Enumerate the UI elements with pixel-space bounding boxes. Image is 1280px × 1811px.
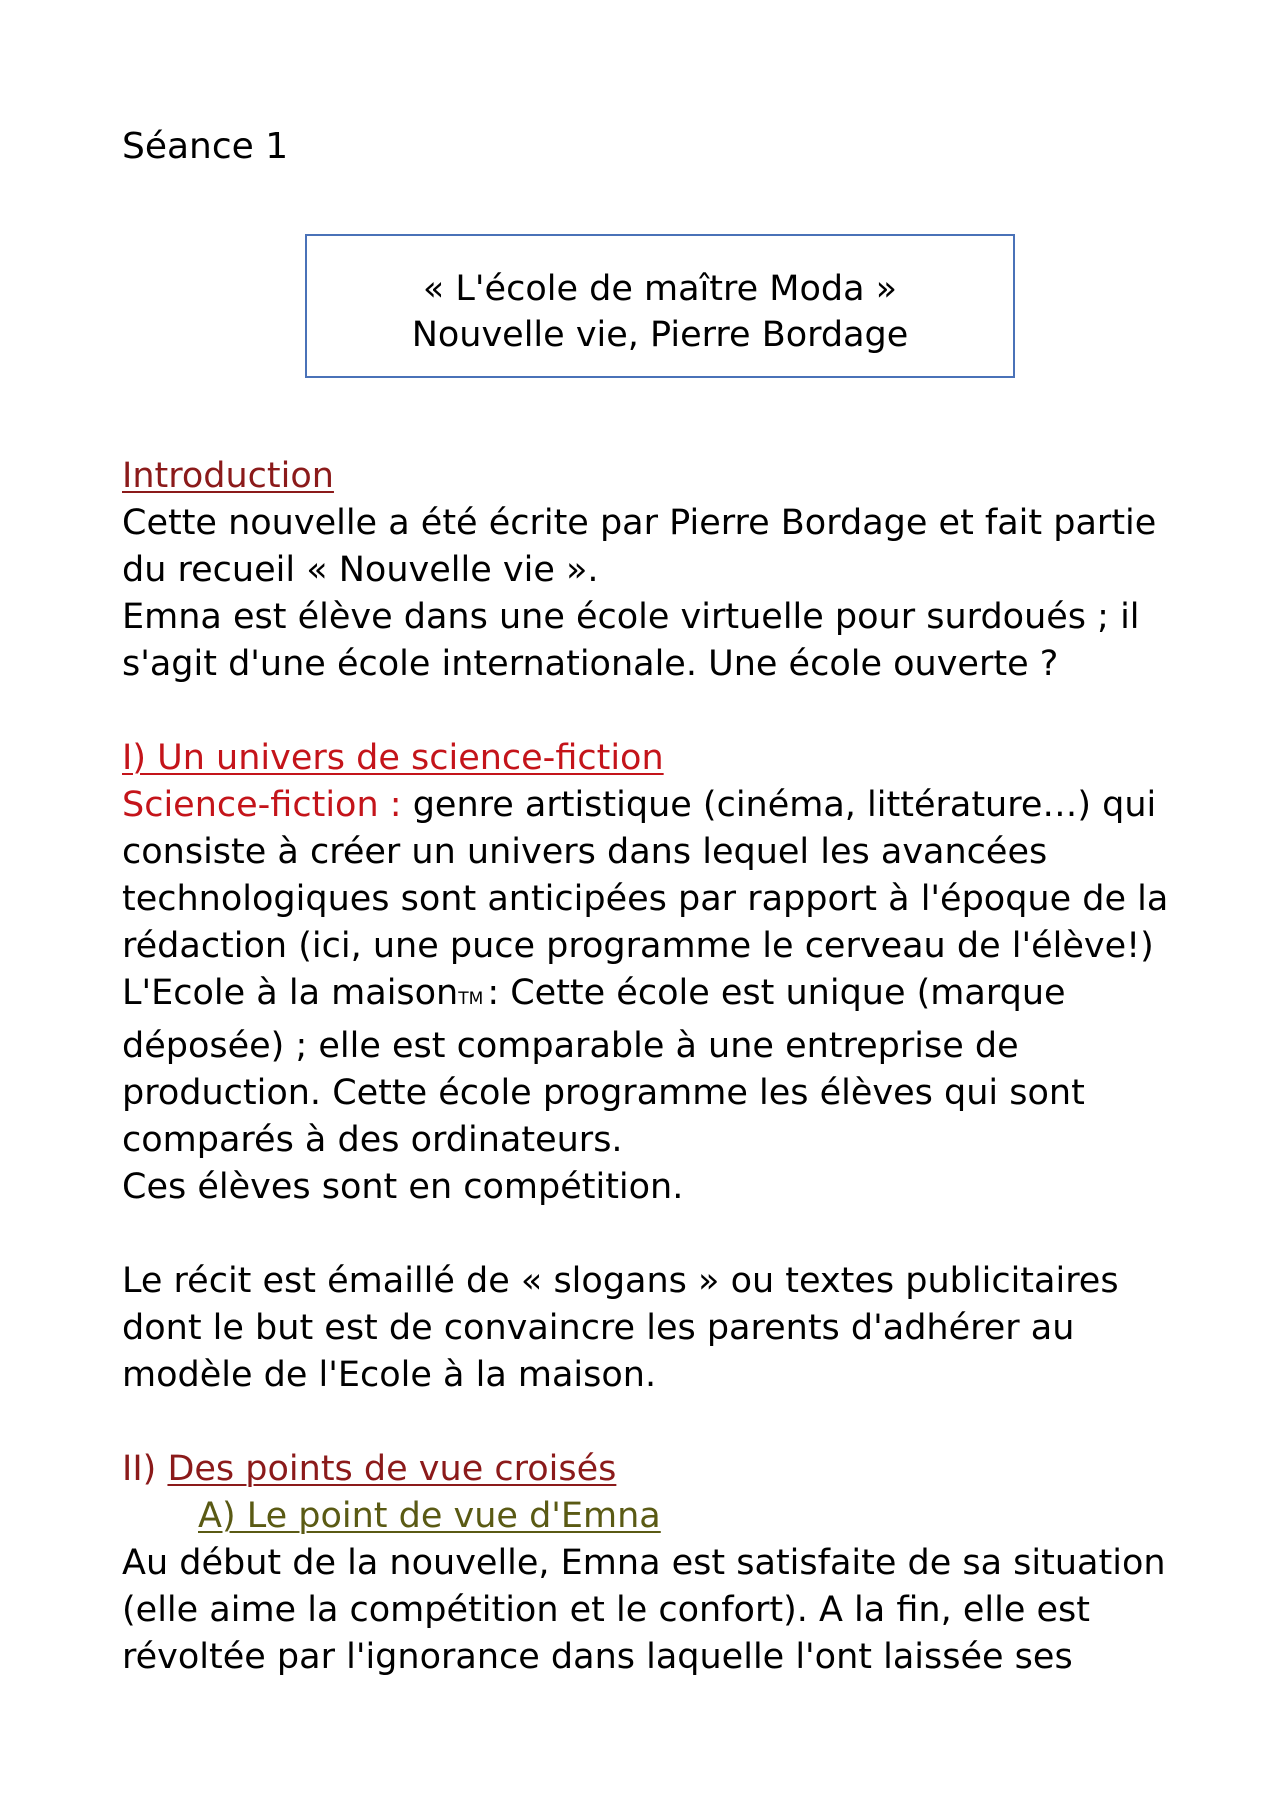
trademark-mark: TM [458,989,484,1009]
definition-text: genre artistique (cinéma, littérature…) qui consiste à créer un univers dans lequel les avancées technologiques sont anticipées par rapport à l'époque de la rédaction (ici, une puce programme le cerveau de l'élève!) [122,785,1169,966]
spacer [122,1399,1182,1446]
slogans-paragraph: Le récit est émaillé de « slogans » ou textes publicitaires dont le but est de convaincre les parents d'adhérer au modèle de l'Ecole à la maison. [122,1261,1119,1395]
session-label: Séance 1 [122,126,289,167]
ecole-paragraph [122,970,1182,1164]
introduction-paragraph-2: Emna est élève dans une école virtuelle pour surdoués ; il s'agit d'une école internationale. Une école ouverte ? [122,597,1140,684]
spacer [122,1211,1182,1258]
ecole-text: : Cette école est unique (marque déposée) ; elle est comparable à une entreprise de production. Cette école programme les élèves qui sont comparés à des ordinateurs. [122,973,1085,1160]
document-body [122,453,1182,1681]
science-fiction-definition [122,782,1182,970]
ecole-name: L'Ecole à la maison [122,973,459,1013]
section1-heading: I) Un univers de science-fiction [122,738,664,778]
section2-heading: II) Des points de vue croisés [122,1449,617,1489]
section2-subheading: A) Le point de vue d'Emna [198,1496,661,1536]
spacer [122,688,1182,735]
book-author: Nouvelle vie, Pierre Bordage [411,315,909,355]
introduction-paragraph-1: Cette nouvelle a été écrite par Pierre Bordage et fait partie du recueil « Nouvelle vie ». [122,503,1157,590]
science-fiction-term: Science-fiction : [122,785,402,825]
section2-paragraph: Au début de la nouvelle, Emna est satisfaite de sa situation (elle aime la compétition et le confort). A la fin, elle est révoltée par l'ignorance dans laquelle l'ont laissée ses [122,1543,1166,1677]
introduction-heading: Introduction [122,456,334,496]
title-box [305,234,1015,378]
competition-paragraph: Ces élèves sont en compétition. [122,1167,684,1207]
story-title: « L'école de maître Moda » [422,269,898,309]
